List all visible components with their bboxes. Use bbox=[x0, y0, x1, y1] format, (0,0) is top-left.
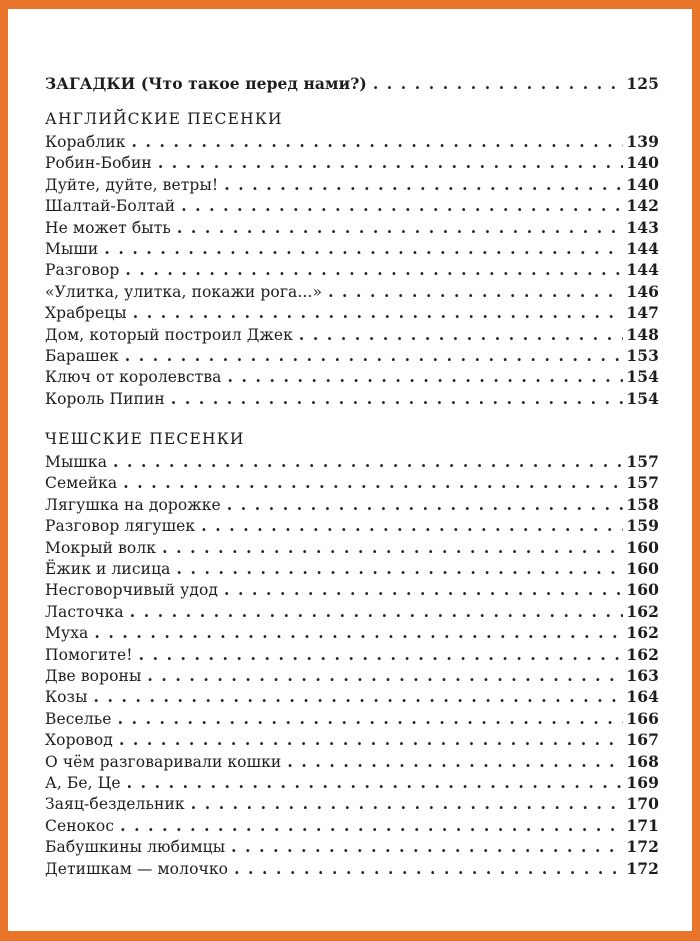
toc-entry-title: Храбрецы bbox=[45, 304, 127, 323]
toc-page-number: 146 bbox=[626, 281, 659, 301]
dot-leader bbox=[177, 217, 623, 239]
toc-entry-title: Муха bbox=[45, 624, 89, 643]
toc-entry-title: Барашек bbox=[45, 346, 119, 365]
toc-entry-title: «Улитка, улитка, покажи рога...» bbox=[45, 282, 323, 301]
dot-leader bbox=[113, 451, 623, 473]
dot-leader bbox=[171, 388, 624, 410]
toc-entry-title: Король Пипин bbox=[45, 389, 165, 408]
list-item bbox=[45, 729, 659, 750]
toc-page-number: 158 bbox=[626, 494, 659, 514]
list-item bbox=[45, 686, 659, 707]
toc-page-number: 172 bbox=[626, 837, 659, 857]
list-item bbox=[45, 622, 659, 643]
dot-leader bbox=[130, 601, 624, 623]
dot-leader bbox=[328, 281, 623, 303]
toc-entry-title: Ёжик и лисица bbox=[45, 560, 171, 579]
toc-page-number: 167 bbox=[626, 730, 659, 750]
toc-page-number: 171 bbox=[626, 815, 659, 835]
toc-page-number: 154 bbox=[626, 388, 659, 408]
dot-leader bbox=[119, 729, 623, 751]
toc-entry-title: Сенокос bbox=[45, 816, 115, 835]
list-item bbox=[45, 515, 659, 536]
list-item bbox=[45, 665, 659, 686]
dot-leader bbox=[162, 537, 623, 559]
dot-leader bbox=[133, 302, 624, 324]
section-heading: ЧЕШСКИЕ ПЕСЕНКИ bbox=[45, 430, 245, 449]
toc-page-number: 164 bbox=[626, 687, 659, 707]
list-item bbox=[45, 644, 659, 665]
list-item bbox=[45, 388, 659, 409]
list-item bbox=[45, 152, 659, 173]
section-english bbox=[45, 107, 659, 409]
list-item bbox=[45, 836, 659, 857]
toc-entry-title: Ласточка bbox=[45, 602, 124, 621]
list-item bbox=[45, 772, 659, 793]
dot-leader bbox=[125, 345, 624, 367]
dot-leader bbox=[227, 494, 624, 516]
dot-leader bbox=[127, 772, 624, 794]
toc-page-number: 154 bbox=[626, 367, 659, 387]
list-item bbox=[45, 259, 659, 280]
toc-page-number: 162 bbox=[626, 623, 659, 643]
toc-entry-title: Козы bbox=[45, 688, 88, 707]
toc-page-number: 144 bbox=[626, 238, 659, 258]
toc-page-number: 160 bbox=[626, 559, 659, 579]
toc-entry-title: Ключ от королевства bbox=[45, 368, 222, 387]
list-item bbox=[45, 345, 659, 366]
toc-entry-title: Две вороны bbox=[45, 666, 142, 685]
toc-page-number: 140 bbox=[626, 174, 659, 194]
dot-leader bbox=[118, 708, 624, 730]
list-item bbox=[45, 451, 659, 472]
toc-page-number: 170 bbox=[626, 794, 659, 814]
list-item bbox=[45, 558, 659, 579]
toc-page-number: 148 bbox=[626, 324, 659, 344]
toc-entry-title: Кораблик bbox=[45, 133, 126, 151]
toc-entry-title: Мыши bbox=[45, 239, 99, 258]
list-item bbox=[45, 281, 659, 302]
dot-leader bbox=[94, 686, 624, 708]
toc-entry-title: Мокрый волк bbox=[45, 538, 157, 557]
toc-page-number: 159 bbox=[626, 516, 659, 536]
toc-entry-riddles bbox=[45, 71, 659, 97]
toc-page-number: 140 bbox=[626, 153, 659, 173]
toc-page-number: 166 bbox=[626, 708, 659, 728]
section-items bbox=[45, 131, 659, 409]
list-item bbox=[45, 302, 659, 323]
dot-leader bbox=[191, 793, 624, 815]
list-item bbox=[45, 174, 659, 195]
list-item bbox=[45, 217, 659, 238]
toc-page-number: 163 bbox=[626, 665, 659, 685]
dot-leader bbox=[147, 665, 623, 687]
dot-leader bbox=[224, 174, 623, 196]
dot-leader bbox=[201, 515, 623, 537]
dot-leader bbox=[104, 238, 623, 260]
list-item bbox=[45, 472, 659, 493]
list-item bbox=[45, 751, 659, 772]
list-item bbox=[45, 195, 659, 216]
toc-page-number: 168 bbox=[626, 751, 659, 771]
toc-entry-title: Заяц-бездельник bbox=[45, 795, 185, 814]
dot-leader bbox=[234, 858, 623, 880]
list-item bbox=[45, 238, 659, 259]
list-item bbox=[45, 858, 659, 879]
toc-entry-title: ЗАГАДКИ (Что такое перед нами?) bbox=[45, 74, 367, 93]
toc-entry-title: Детишкам — молочко bbox=[45, 859, 229, 878]
list-item bbox=[45, 537, 659, 558]
list-item bbox=[45, 601, 659, 622]
toc-page-number: 125 bbox=[626, 74, 659, 93]
dot-leader bbox=[158, 152, 624, 174]
dot-leader bbox=[231, 836, 623, 858]
toc-entry-title: Несговорчивый удод bbox=[45, 581, 219, 600]
dot-leader bbox=[125, 259, 623, 281]
dot-leader bbox=[139, 644, 624, 666]
toc-entry-title: Разговор лягушек bbox=[45, 517, 196, 536]
toc-page-number: 160 bbox=[626, 580, 659, 600]
toc-page-number: 143 bbox=[626, 217, 659, 237]
toc-page-number: 169 bbox=[626, 772, 659, 792]
list-item bbox=[45, 131, 659, 152]
toc-entry-title: Лягушка на дорожке bbox=[45, 495, 221, 514]
table-of-contents bbox=[45, 71, 659, 879]
dot-leader bbox=[176, 558, 623, 580]
toc-page-number: 142 bbox=[626, 196, 659, 216]
list-item bbox=[45, 793, 659, 814]
toc-entry-title: Не может быть bbox=[45, 218, 171, 237]
toc-entry-title: Мышка bbox=[45, 453, 108, 472]
toc-page-number: 160 bbox=[626, 537, 659, 557]
toc-entry-title: Дом, который построил Джек bbox=[45, 325, 293, 344]
toc-entry-title: Шалтай-Болтай bbox=[45, 197, 176, 216]
dot-leader bbox=[228, 366, 624, 388]
dot-leader bbox=[94, 622, 623, 644]
toc-entry-title: Хоровод bbox=[45, 731, 113, 750]
list-item bbox=[45, 579, 659, 600]
toc-page-number: 157 bbox=[626, 452, 659, 472]
toc-page-number: 157 bbox=[626, 473, 659, 493]
list-item bbox=[45, 324, 659, 345]
toc-page-number: 139 bbox=[626, 132, 659, 151]
toc-entry-title: Робин-Бобин bbox=[45, 154, 152, 173]
toc-entry-title: Дуйте, дуйте, ветры! bbox=[45, 175, 219, 194]
toc-entry-title: Разговор bbox=[45, 261, 120, 280]
dot-leader bbox=[123, 472, 623, 494]
dot-leader bbox=[132, 131, 624, 153]
list-item bbox=[45, 494, 659, 515]
dot-leader bbox=[287, 751, 623, 773]
dot-leader bbox=[224, 579, 623, 601]
toc-entry-title: А, Бе, Це bbox=[45, 773, 121, 792]
toc-page-number: 172 bbox=[626, 858, 659, 878]
toc-entry-title: Семейка bbox=[45, 474, 118, 493]
toc-page-number: 162 bbox=[626, 601, 659, 621]
list-item bbox=[45, 815, 659, 836]
dot-leader bbox=[181, 195, 623, 217]
dot-leader bbox=[373, 71, 624, 97]
toc-entry-title: Помогите! bbox=[45, 645, 133, 664]
list-item bbox=[45, 708, 659, 729]
list-item bbox=[45, 366, 659, 387]
dot-leader bbox=[120, 815, 623, 837]
dot-leader bbox=[299, 324, 623, 346]
toc-entry-title: О чём разговаривали кошки bbox=[45, 752, 282, 771]
book-page bbox=[8, 9, 692, 931]
toc-page-number: 153 bbox=[626, 345, 659, 365]
section-items bbox=[45, 451, 659, 879]
section-czech bbox=[45, 427, 659, 879]
section-heading: АНГЛИЙСКИЕ ПЕСЕНКИ bbox=[45, 110, 283, 128]
toc-page-number: 144 bbox=[626, 260, 659, 280]
toc-page-number: 162 bbox=[626, 644, 659, 664]
toc-page-number: 147 bbox=[626, 303, 659, 323]
toc-entry-title: Бабушкины любимцы bbox=[45, 838, 226, 857]
toc-entry-title: Веселье bbox=[45, 709, 112, 728]
